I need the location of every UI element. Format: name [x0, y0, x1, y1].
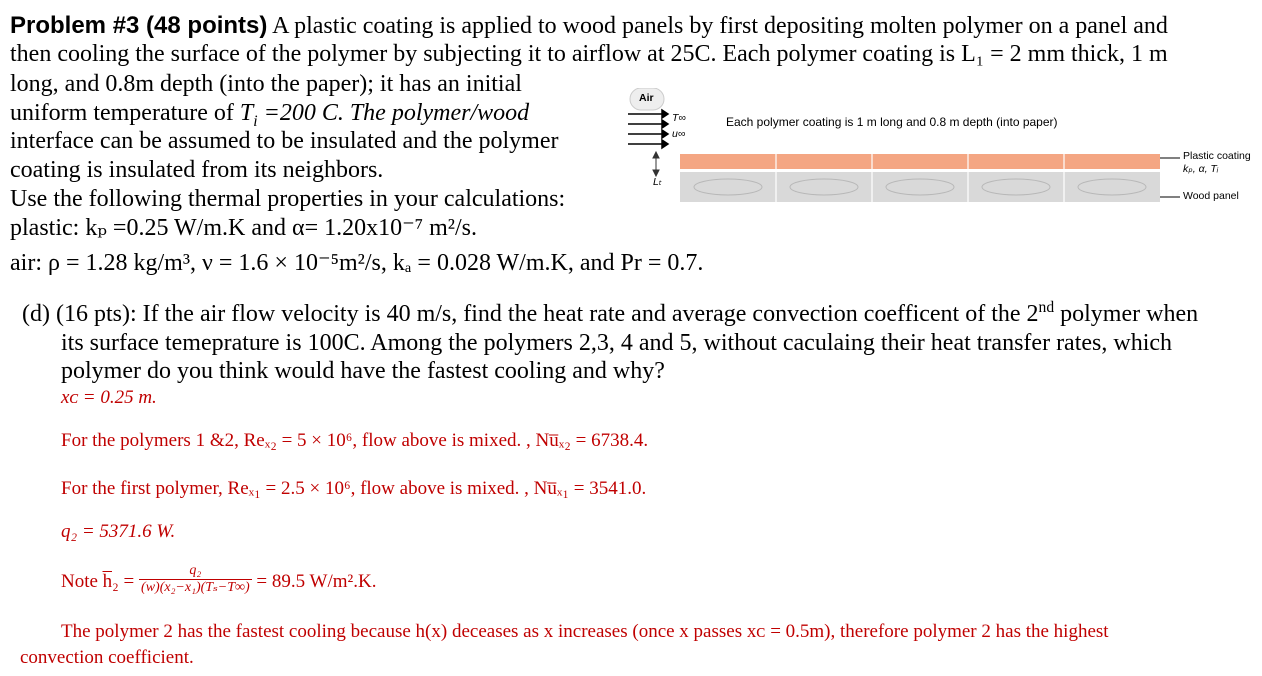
thickness-arrow	[653, 152, 659, 176]
solution-xc: xᴄ = 0.25 m.	[61, 387, 157, 408]
solution-conclusion-1: The polymer 2 has the fastest cooling because h(x) deceases as x increases (once x passes xᴄ = 0.5m), therefore polymer 2 has the highest	[61, 621, 1109, 642]
air-label: Air	[639, 92, 654, 104]
solution-conclusion-2: convection coefficient.	[20, 647, 194, 668]
air-properties: air: ρ = 1.28 kg/m³, ν = 1.6 × 10⁻⁵m²/s, kₐ = 0.028 W/m.K, and Pr = 0.7.	[10, 250, 704, 276]
solution-polymer-1: For the first polymer, Reₓ₁ = 2.5 × 10⁶, flow above is mixed. , Nu̅ₓ₁ = 3541.0.	[61, 478, 647, 499]
plastic-properties: plastic: kₚ =0.25 W/m.K and α= 1.20x10⁻⁷ m²/s.	[10, 215, 478, 241]
wood-panel-layer	[680, 172, 1160, 202]
diagram-svg	[620, 88, 1260, 218]
note-prefix: Note h̅₂ =	[61, 570, 140, 592]
u-infinity-label: u∞	[672, 128, 686, 140]
plastic-coating-layer	[680, 154, 1160, 169]
coating-diagram	[620, 88, 1260, 218]
note-result: = 89.5 W/m².K.	[251, 570, 377, 592]
t-subscript: i	[253, 112, 258, 130]
fraction-denominator: (w)(x₂−x₁)(Tₛ−T∞)	[141, 580, 250, 595]
solution-note	[61, 563, 377, 599]
diagram-caption: Each polymer coating is 1 m long and 0.8 m depth (into paper)	[726, 115, 1058, 129]
problem-line-4	[10, 99, 530, 130]
plastic-props-label: kₚ, α, Tᵢ	[1183, 163, 1219, 175]
problem-header: Problem #3 (48 points)	[10, 12, 268, 39]
problem-line-5: interface can be assumed to be insulated and the polymer	[10, 128, 559, 154]
plastic-coating-label: Plastic coating	[1183, 150, 1251, 162]
part-d-line-1-end: polymer when	[1054, 301, 1199, 327]
solution-q2: q₂ = 5371.6 W.	[61, 521, 176, 542]
part-d-line-2: its surface temeprature is 100C. Among the polymers 2,3, 4 and 5, without caculaing their heat transfer rates, which	[61, 330, 1173, 356]
part-d-line-1-text: (d) (16 pts): If the air flow velocity is 40 m/s, find the heat rate and average convection coefficent of the 2	[22, 301, 1039, 327]
problem-line-1-text: A plastic coating is applied to wood panels by first depositing molten polymer on a panel and	[267, 13, 1168, 39]
solution-polymers-1-2: For the polymers 1 &2, Reₓ₂ = 5 × 10⁶, flow above is mixed. , Nu̅ₓ₂ = 6738.4.	[61, 430, 649, 451]
t-infinity-label: T∞	[672, 112, 686, 124]
thickness-label: Lₜ	[653, 176, 662, 188]
problem-line-1	[10, 12, 1168, 40]
problem-line-6: coating is insulated from its neighbors.	[10, 157, 384, 183]
problem-line-4a: uniform temperature of	[10, 100, 240, 126]
ordinal-suffix: nd	[1038, 299, 1055, 316]
part-d-line-1	[22, 300, 1198, 328]
problem-line-3: long, and 0.8m depth (into the paper); it has an initial	[10, 71, 522, 97]
h2-fraction	[139, 563, 252, 596]
problem-line-7: Use the following thermal properties in your calculations:	[10, 186, 566, 212]
fraction-numerator: q₂	[139, 563, 252, 580]
wood-panel-label: Wood panel	[1183, 190, 1239, 202]
t-symbol: T	[239, 100, 254, 126]
problem-line-4d: =200 C. The polymer/wood	[257, 100, 530, 126]
initial-temp-symbol	[239, 100, 258, 130]
airflow-arrows	[628, 110, 668, 148]
problem-line-2: then cooling the surface of the polymer by subjecting it to airflow at 25C. Each polymer coating is L₁ = 2 mm thick, 1 m	[10, 41, 1168, 67]
part-d-line-3: polymer do you think would have the fastest cooling and why?	[61, 358, 665, 384]
